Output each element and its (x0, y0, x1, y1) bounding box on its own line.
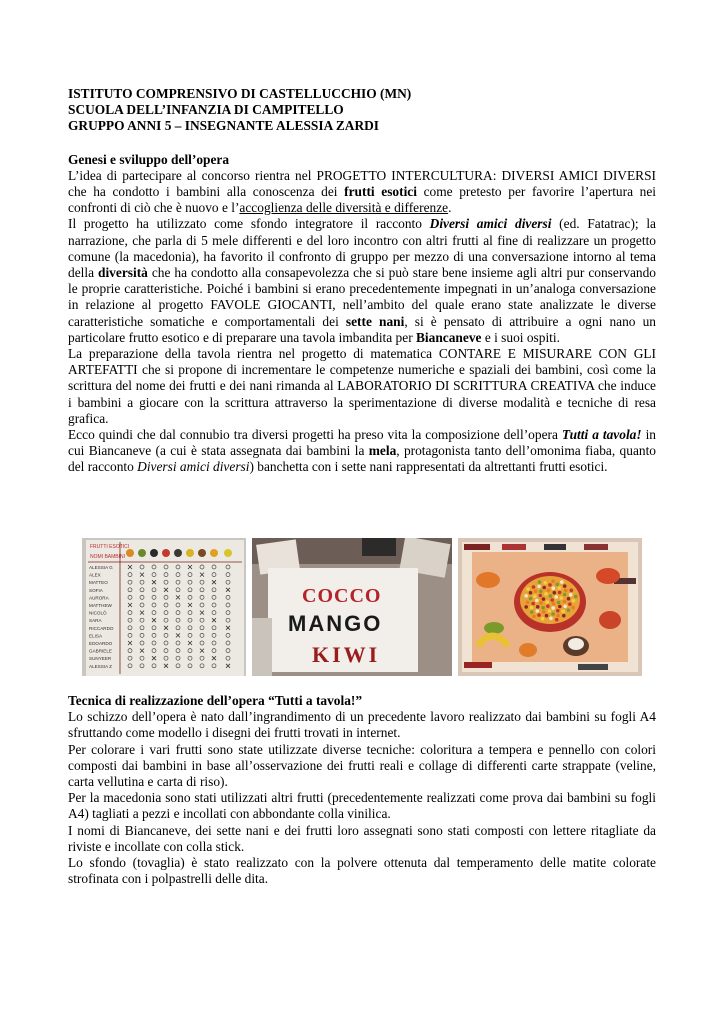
school-name: ISTITUTO COMPRENSIVO DI CASTELLUCCHIO (MN) (68, 86, 412, 101)
photo-painted-table (458, 538, 642, 676)
chart-header-fruits: FRUTTI ESOTICI (90, 544, 130, 550)
paragraph-names: I nomi di Biancaneve, dei sette nani e dei frutti loro assegnati sono stati composti con lettere ritagliate da riviste e incollate con colla stick. (68, 822, 656, 854)
macedonia-bit (555, 583, 559, 587)
italic-text: Diversi amici diversi (137, 459, 250, 475)
macedonia-bit (570, 589, 574, 593)
fruit-icons (126, 549, 232, 557)
macedonia-bit (543, 581, 547, 585)
macedonia-bit (551, 579, 555, 583)
bold-text: mela (368, 443, 397, 459)
text: che ha condotto alla consapevolezza che si può stare bene insieme agli altri pur conservando le proprie caratteristiche. Poiché i bambini si erano precedentemente impegnati in un’analoga conversazione in relazione al progetto FAVOLE GIOCANTI, nell’ambito del quale erano state analizzate le diverse caratteristiche somatiche e comportamentali dei (68, 265, 657, 329)
chart-child-name: ALESSIA G (89, 565, 113, 570)
macedonia-bit (545, 600, 549, 604)
macedonia-bit (541, 606, 545, 610)
chart-child-name: EDOARDO (89, 641, 113, 646)
macedonia-bit (563, 584, 567, 588)
text: (ed. Fatatrac); la narrazione, che parla di 5 mele differenti e del loro incontro con altri frutti al fine di realizzare un progetto comune (la macedonia), ha favorito il confronto di gruppo per mezzo di una conversazione intorno al tema della (68, 216, 656, 281)
bold-text: diversità (98, 265, 148, 281)
macedonia-bit (548, 609, 552, 613)
macedonia-bit (542, 586, 546, 590)
photo-cutout-letters (252, 538, 452, 676)
chart-child-name: SUNYEER (89, 656, 112, 662)
bold-text: sette nani (345, 313, 405, 329)
paragraph-math: La preparazione della tavola rientra nel progetto di matematica CONTARE E MISURARE CON GLI ARTEFATTI che si propone di incrementare le competenze numeriche e spaziali dei bambini, così come la scrittura del nome dei frutti e dei nani rimanda al LABORATORIO DI SCRITTURA CREATIVA che induce i bambini a giocare con la scrittura attraverso la sperimentazione di diverse modalità e tecniche di resa grafica. (68, 346, 656, 426)
chart-child-name: MATTHEW (89, 603, 112, 608)
macedonia-bit (552, 586, 556, 590)
macedonia-bit (537, 613, 541, 617)
chart-child-name: ALESSIA Z (89, 663, 112, 669)
macedonia-bit (536, 609, 540, 613)
macedonia-bit (562, 614, 566, 618)
macedonia-bit (542, 610, 546, 614)
photo-strip (82, 538, 642, 676)
painted-table-image (458, 538, 642, 676)
macedonia-bit (531, 602, 535, 606)
chart-child-name: SOFIA (89, 587, 103, 593)
document-header (68, 86, 656, 135)
macedonia-bit (530, 610, 534, 614)
group-teacher: GRUPPO ANNI 5 – INSEGNANTE ALESSIA ZARDI (68, 118, 380, 134)
paragraph-project (68, 216, 656, 346)
kindergarten-name: SCUOLA DELL’INFANZIA DI CAMPITELLO (68, 102, 344, 118)
bold-italic-text: Diversi amici diversi (429, 216, 552, 232)
macedonia-bit (558, 586, 562, 590)
macedonia-bit (555, 618, 559, 622)
macedonia-bit (569, 593, 573, 597)
fruit-chart-image (82, 538, 246, 676)
page-body (68, 86, 656, 476)
macedonia-bit (558, 605, 562, 609)
bold-text: frutti esotici (344, 184, 417, 200)
text: ) banchetta con i sette nani rappresentati da altrettanti frutti esotici. (249, 459, 608, 475)
bold-italic-text: Tutti a tavola! (561, 427, 642, 443)
text: , protagonista tanto dell’omonima fiaba, quanto del racconto (68, 443, 656, 475)
chart-child-name: ELISA (89, 633, 103, 639)
text: in cui Biancaneve (a cui è stata assegnata dai bambini la (68, 427, 656, 459)
macedonia-bit (571, 606, 575, 610)
macedonia-bit (563, 600, 567, 604)
macedonia-bit (524, 605, 528, 609)
macedonia-bit (526, 587, 530, 591)
macedonia-bit (550, 598, 554, 602)
macedonia-bit (536, 605, 540, 609)
macedonia-bit (542, 597, 546, 601)
macedonia-bit (544, 592, 548, 596)
macedonia-bit (561, 610, 565, 614)
macedonia-bit (532, 615, 536, 619)
macedonia-bit (532, 585, 536, 589)
chart-child-name: NICOLÒ (89, 610, 107, 616)
text: L’idea di partecipare al concorso rientra nel PROGETTO INTERCULTURA: DIVERSI AMICI DIVERSI che ha condotto i bambini alla conoscenza dei (68, 167, 656, 200)
cutout-word-kiwi: KIWI (312, 642, 381, 667)
macedonia-bit (526, 601, 530, 605)
macedonia-bit (529, 597, 533, 601)
paragraph-coloring: Per colorare i vari frutti sono state utilizzate diverse tecniche: coloritura a tempera e pennello con colori composti dai bambini in base all’osservazione dei frutti reali e collage di differenti carte strappate (veline, carta vellutina e carta di riso). (68, 741, 656, 790)
cutout-word-cocco: COCCO (302, 585, 382, 607)
underlined-text: accoglienza delle diversità e differenze (239, 200, 449, 216)
paragraph-intro (68, 168, 656, 217)
chart-child-name: AURORA (89, 595, 109, 601)
macedonia-bit (541, 617, 545, 621)
chart-child-name: SARA (89, 618, 102, 624)
paragraph-background: Lo sfondo (tovaglia) è stato realizzato con la polvere ottenuta dal temperamento delle matite colorate strofinata con i polpastrelli delle dita. (68, 855, 656, 887)
macedonia-bit (539, 601, 543, 605)
paragraph-sketch: Lo schizzo dell’opera è nato dall’ingrandimento di un precedente lavoro realizzato dai bambini su fogli A4 sfruttando come modello i disegni dei frutti trovati in internet. (68, 709, 656, 741)
macedonia-bit (557, 601, 561, 605)
macedonia-bit (556, 614, 560, 618)
macedonia-bit (533, 594, 537, 598)
macedonia-bit (530, 606, 534, 610)
macedonia-bit (534, 589, 538, 593)
section-technique (68, 693, 656, 887)
cutout-letters-image (252, 538, 452, 676)
section-title-technique: Tecnica di realizzazione dell’opera “Tutti a tavola!” (68, 693, 363, 708)
macedonia-bit (539, 590, 543, 594)
macedonia-bit (539, 594, 543, 598)
macedonia-bit (567, 597, 571, 601)
macedonia-bit (546, 604, 550, 608)
chart-child-name: GABRIELE (89, 648, 112, 654)
photo-fruit-chart (82, 538, 246, 676)
macedonia-bit (551, 606, 555, 610)
text: . (448, 200, 452, 216)
macedonia-bit (572, 599, 576, 603)
paragraph-macedonia: Per la macedonia sono stati utilizzati altri frutti (precedentemente realizzati come prova dai bambini su fogli A4) tagliati a pezzi e incollati con abbondante colla vinilica. (68, 790, 656, 822)
macedonia-bit (551, 612, 555, 616)
paragraph-composition (68, 427, 656, 476)
text: come pretesto per favorire l’apertura nei confronti di ciò che è nuovo e l’ (68, 184, 657, 216)
macedonia-bit (547, 588, 551, 592)
macedonia-bit (556, 609, 560, 613)
macedonia-bit (558, 591, 562, 595)
macedonia-bit (545, 614, 549, 618)
macedonia-bit (548, 583, 552, 587)
macedonia-bit (560, 596, 564, 600)
macedonia-bit (537, 585, 541, 589)
chart-child-name: MATTEO (89, 580, 108, 586)
macedonia-bit (563, 593, 567, 597)
text: , si è pensato di attribuire a ogni nano un particolare frutto esotico e di preparare una tavola imbandita per (68, 313, 656, 345)
cutout-word-mango: MANGO (288, 611, 383, 636)
chart-child-name: RICCARDO (89, 625, 114, 631)
macedonia-bit (549, 617, 553, 621)
text: e i suoi ospiti. (481, 329, 560, 345)
macedonia-bit (564, 589, 568, 593)
text: Ecco quindi che dal connubio tra diversi progetti ha preso vita la composizione dell’opera (68, 427, 562, 443)
macedonia-bit (524, 594, 528, 598)
macedonia-bit (563, 605, 567, 609)
macedonia-bit (549, 594, 553, 598)
macedonia-bit (552, 602, 556, 606)
text: Il progetto ha utilizzato come sfondo integratore il racconto (68, 216, 430, 232)
macedonia-bit (538, 580, 542, 584)
section-title-genesis: Genesi e sviluppo dell’opera (68, 151, 230, 167)
macedonia-bit (529, 591, 533, 595)
macedonia-bit (554, 595, 558, 599)
chart-header-children: NOMI BAMBINI (90, 554, 126, 560)
bold-text: Biancaneve (416, 329, 482, 345)
macedonia-bit (574, 595, 578, 599)
macedonia-bit (567, 608, 571, 612)
chart-child-name: ALEX (89, 572, 101, 578)
macedonia-bit (568, 602, 572, 606)
macedonia-bit (553, 591, 557, 595)
macedonia-bit (560, 580, 564, 584)
macedonia-bit (535, 599, 539, 603)
